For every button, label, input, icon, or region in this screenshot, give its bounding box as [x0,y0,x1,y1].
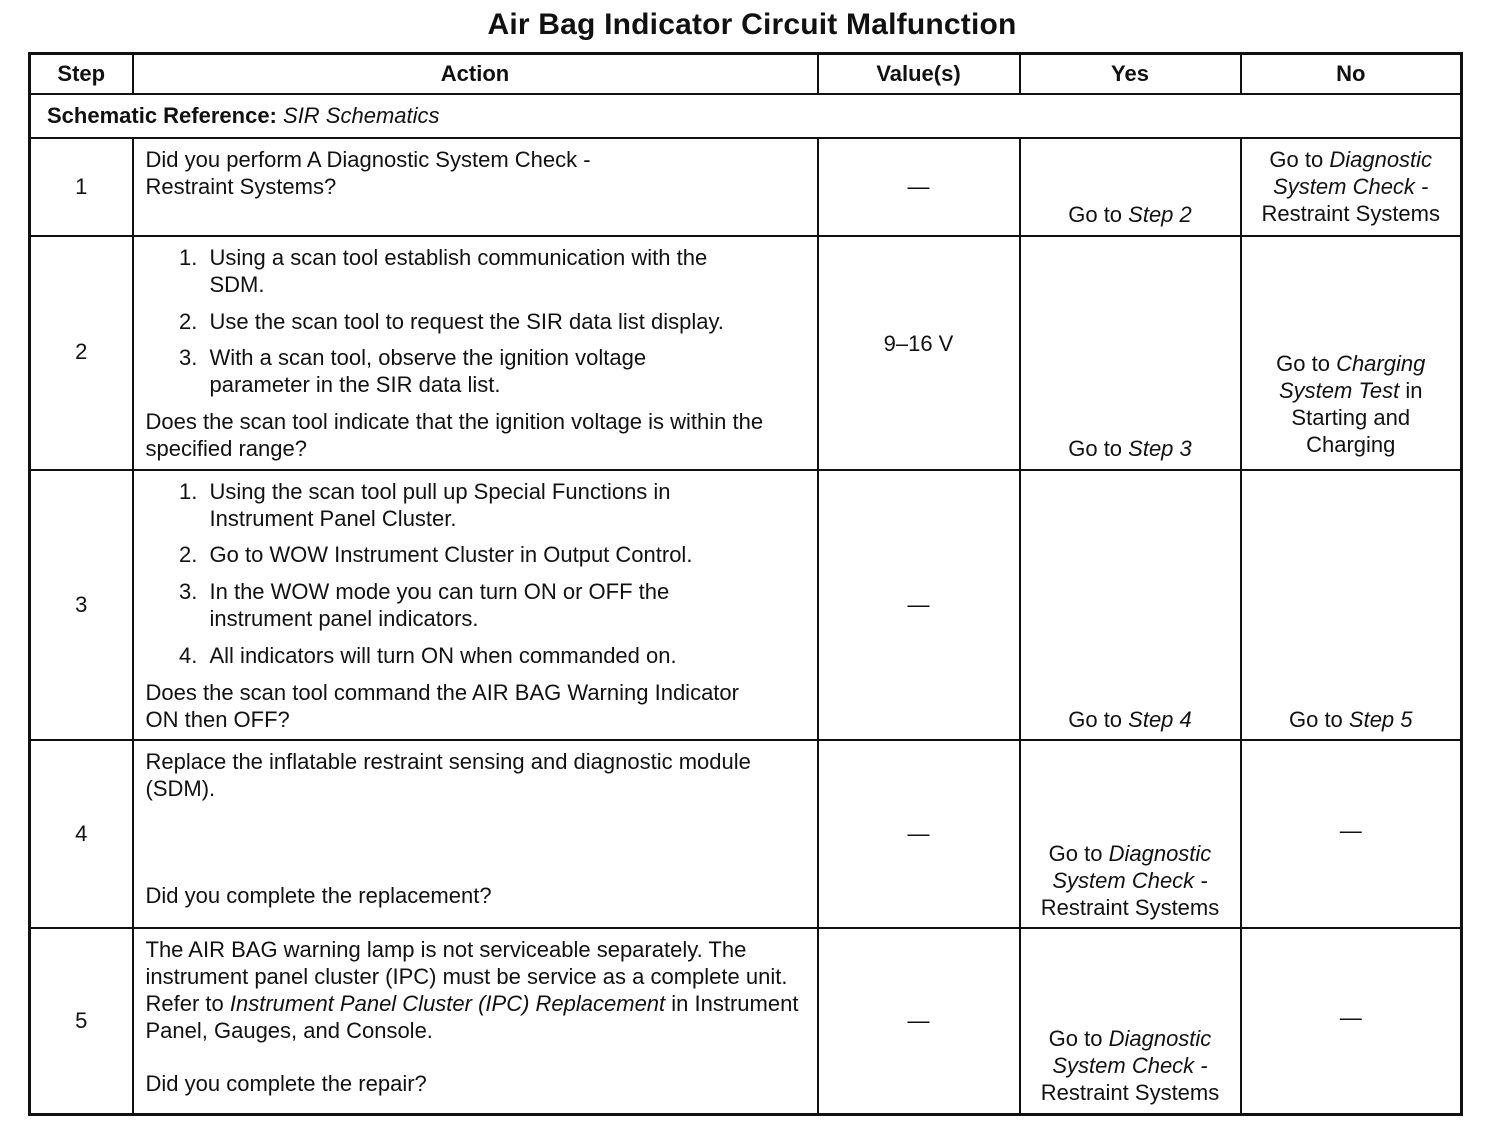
yes-prefix: Go to [1068,706,1129,732]
yes-prefix: Go to [1068,435,1129,461]
yes-prefix: Go to [1048,840,1109,866]
value-cell [818,236,1020,470]
action-text: Did you perform A Diagnostic System Check - Restraint Systems? [145,147,591,199]
list-item: 1. Using the scan tool pull up Special Functions in Instrument Panel Cluster. [204,479,730,533]
no-prefix: Go to [1276,351,1337,377]
header-row [30,54,1462,95]
step-number: 4 [30,740,133,928]
list-item: 4. All indicators will turn ON when commanded on. [204,643,805,670]
header-yes: Yes [1020,54,1241,95]
schematic-reference [30,94,1462,138]
list-item: 3. In the WOW mode you can turn ON or OFF the instrument panel indicators. [204,579,730,633]
yes-suffix: Restraint Systems [1040,894,1220,920]
table-row [30,470,1462,741]
step-number: 5 [30,928,133,1114]
schematic-reference-row [30,94,1462,138]
yes-link[interactable]: Step 4 [1128,706,1192,732]
header-action: Action [133,54,818,95]
list-item: 2. Go to WOW Instrument Cluster in Output Control. [204,542,805,569]
diagnostic-table [28,52,1463,1116]
list-item: 3. With a scan tool, observe the ignition voltage parameter in the SIR data list. [204,345,730,399]
action-cell [133,138,818,236]
action-steps-list [146,479,805,670]
header-values: Value(s) [818,54,1020,95]
action-steps-list [146,245,805,399]
no-cell [1241,236,1462,470]
action-cell [133,928,818,1114]
no-suffix: Restraint Systems [1261,200,1440,226]
no-cell: — [1241,928,1462,1114]
action-cell [133,236,818,470]
no-cell [1241,138,1462,236]
action-question: Did you complete the replacement? [145,883,492,909]
table-row [30,138,1462,236]
yes-link[interactable]: Step 2 [1128,202,1192,228]
action-question: Does the scan tool indicate that the ignition voltage is within the specified range? [145,409,764,461]
header-no: No [1241,54,1462,95]
no-prefix: Go to [1269,147,1330,172]
yes-prefix: Go to [1048,1026,1109,1052]
value-cell: — [818,138,1020,236]
yes-cell [1020,138,1241,236]
yes-cell [1020,928,1241,1114]
step-number: 1 [30,138,133,236]
no-cell: — [1241,740,1462,928]
yes-cell [1020,236,1241,470]
action-cell [133,470,818,741]
no-prefix: Go to [1288,706,1349,732]
schematic-reference-label: Schematic Reference: [47,102,277,128]
value-text: 9–16 V [883,331,954,357]
page-title: Air Bag Indicator Circuit Malfunction [487,8,1017,41]
yes-link[interactable]: Diagnostic System Check - [1052,840,1212,893]
table-row [30,928,1462,1114]
step-number: 2 [30,236,133,470]
action-question: Does the scan tool command the AIR BAG Warning Indicator ON then OFF? [145,679,739,732]
table-row [30,740,1462,928]
action-question: Did you complete the repair? [145,1070,427,1096]
value-cell: — [818,740,1020,928]
action-text [146,937,806,1044]
action-cell [133,740,818,928]
yes-prefix: Go to [1068,202,1129,228]
table-row [30,236,1462,470]
yes-link[interactable]: Step 3 [1128,435,1192,461]
value-cell: — [818,470,1020,741]
action-link[interactable]: Instrument Panel Cluster (IPC) Replacement [229,991,666,1017]
no-link[interactable]: Charging System Test [1279,351,1426,404]
action-text-pre: The AIR BAG warning lamp is not serviceable separately. The instrument panel cluster (IPC) must be service as a complete unit. Refer to [145,937,788,1017]
yes-cell [1020,740,1241,928]
schematic-reference-link[interactable]: SIR Schematics [283,102,440,128]
yes-cell [1020,470,1241,741]
header-step: Step [30,54,133,95]
no-cell [1241,470,1462,741]
action-text-post: in Instrument Panel, Gauges, and Console. [145,991,799,1043]
no-link[interactable]: Diagnostic System Check - [1273,147,1433,199]
action-text: Replace the inflatable restraint sensing and diagnostic module (SDM). [145,749,751,802]
list-item: 2. Use the scan tool to request the SIR data list display. [204,309,805,336]
step-number: 3 [30,470,133,741]
yes-suffix: Restraint Systems [1040,1080,1220,1106]
list-item: 1. Using a scan tool establish communication with the SDM. [204,245,730,299]
no-link[interactable]: Step 5 [1348,706,1413,732]
value-cell: — [818,928,1020,1114]
yes-link[interactable]: Diagnostic System Check - [1052,1026,1212,1079]
no-suffix: in Starting and Charging [1291,378,1423,457]
